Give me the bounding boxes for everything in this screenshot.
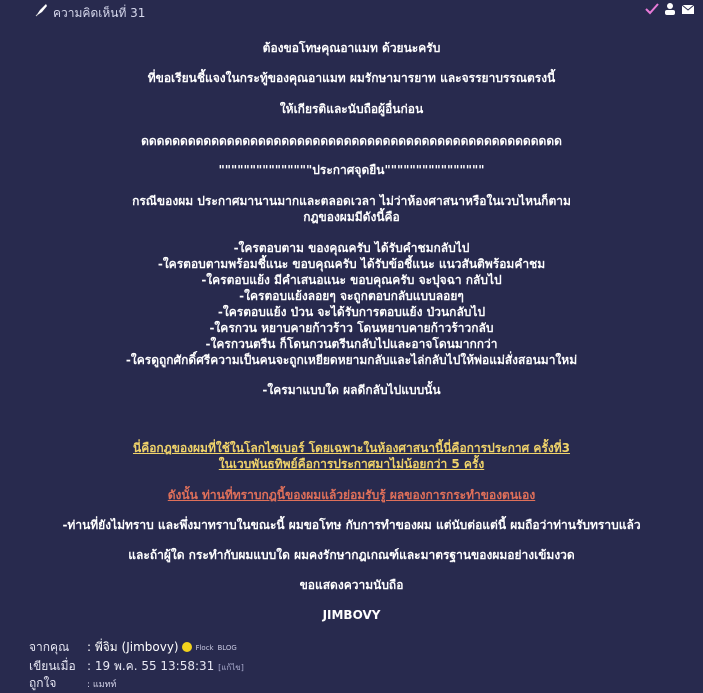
likes-value[interactable]: : แมทท์ (87, 680, 117, 690)
author-name[interactable]: : พี่จิม (Jimbovy) (87, 640, 179, 654)
quill-icon (34, 3, 48, 17)
header-tools (645, 2, 695, 18)
author-row (29, 638, 237, 657)
rule-item: -ใครตอบตามพร้อมชี้แนะ ขอบคุณครับ ได้รับข้อชี้แนะ แนวสันติพร้อมคำชม (157, 257, 546, 271)
posted-label: เขียนเมื่อ (29, 659, 76, 673)
consequence-note (0, 487, 703, 503)
comment-number: ความคิดเห็นที่ 31 (53, 6, 146, 20)
rules-intro: กฎของผมมีดังนี้คือ (303, 210, 400, 224)
rule-item: -ใครตอบตาม ของคุณครับ ได้รับคำชมกลับไป (233, 241, 470, 255)
person-icon[interactable] (663, 2, 677, 16)
consequence-note-text: ดังนั้น ท่านที่ทราบกฎนี้ของผมแล้วย่อมรับรู้ ผลของการกระทำของตนเอง (167, 488, 536, 502)
likes-label: ถูกใจ (29, 676, 57, 690)
rule-item: -ใครกวน หยาบคายก้าวร้าว โดนหยาบคายก้าวร้าวกลับ (209, 321, 494, 335)
rule-item: -ใครกวนตรีน ก็โดนกวนตรีนกลับไปและอาจโดนมากกว่า (205, 337, 498, 351)
declaration-text: กรณีของผม ประกาศมานานมากและตลอดเวลา ไม่ว่าห้องศาสนาหรือในเวบไหนก็ตาม (132, 194, 571, 208)
regards-line: ขอแสดงความนับถือ (299, 578, 404, 592)
check-icon[interactable] (645, 2, 659, 16)
rule-announcement-count-text: ในเวบพันธทิพย์คือการประกาศมาไม่น้อยกว่า 5 ครั้ง (218, 457, 485, 471)
separator-line: ดดดดดดดดดดดดดดดดดดดดดดดดดดดดดดดดดดดดดดดดดดดดดดดดดดดดดด (141, 134, 562, 148)
envelope-icon[interactable] (681, 2, 695, 16)
notice-line: -ท่านที่ยังไม่ทราบ และพึ่งมาทราบในขณะนี้ ผมขอโทษ กับการทำของผม แต่นับต่อแต่นี้ ผมถือว่าท่านรับทราบแล้ว (62, 518, 641, 532)
rule-item: -ใครตอบแย้ง มีคำเสนอแนะ ขอบคุณครับ จะปุจฉา กลับไป (201, 273, 502, 287)
blog-badge[interactable]: BLOG (217, 644, 237, 652)
likes-row (29, 674, 117, 693)
signature: JIMBOVY (322, 608, 381, 622)
declaration-heading: """""""""""""""ประกาศจุดยืน"""""""""""""""" (218, 163, 485, 177)
comment-header (0, 0, 703, 22)
rule-announcement-text: นี่คือกฎของผมที่ใช้ในโลกไซเบอร์ โดยเฉพาะในห้องศาสนานี้นี่คือการประกาศ ครั้งที่3 (132, 441, 571, 455)
standard-line: และถ้าผู้ใด กระทำกับผมแบบใด ผมคงรักษากฎเกณฑ์และมาตรฐานของผมอย่างเข้มงวด (128, 548, 575, 562)
apology-line: ต้องขอโทษคุณอาแมท ด้วยนะครับ (262, 41, 441, 55)
rule-announcement-count (0, 456, 703, 472)
closing-rule: -ใครมาแบบใด ผลดีกลับไปแบบนั้น (262, 383, 441, 397)
edit-link[interactable]: [แก้ไข] (218, 663, 244, 672)
respect-line: ให้เกียรติและนับถือผู้อื่นก่อน (279, 102, 424, 116)
rule-item: -ใครตอบแย้งลอยๆ จะถูกตอบกลับแบบลอยๆ (239, 289, 464, 303)
rule-item: -ใครตอบแย้ง ป่วน จะได้รับการตอบแย้ง ป่วนกลับไป (217, 305, 486, 319)
rule-item: -ใครดูถูกศักดิ์ศรีความเป็นคนจะถูกเหยียดหยามกลับและไล่กลับไปให้พ่อแม่สั่งสอนมาใหม่ (125, 353, 578, 367)
posted-time: : 19 พ.ค. 55 13:58:31 (87, 659, 215, 673)
rule-announcement (0, 440, 703, 456)
flock-badge[interactable]: Flock (195, 644, 214, 652)
explanation-line: ที่ขอเรียนชี้แจงในกระทู้ของคุณอาแมท ผมรักษามารยาท และจรรยาบรรณตรงนี้ (147, 71, 556, 85)
author-label: จากคุณ (29, 640, 70, 654)
smiley-icon (182, 642, 192, 652)
